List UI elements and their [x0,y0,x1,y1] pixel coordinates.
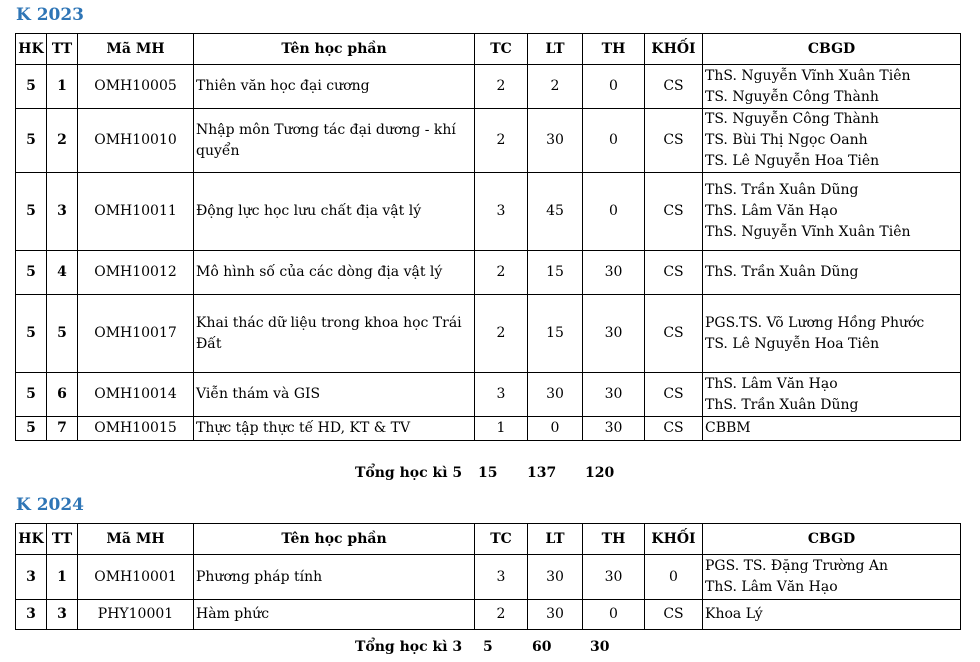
cell-ma-mh: OMH10011 [78,173,194,251]
table-body-k2024 [16,555,961,630]
header-ten-hoc-phan: Tên học phần [194,34,475,65]
table-row [16,373,961,417]
cell-cbgd-line: ThS. Trần Xuân Dũng [705,396,859,413]
cell-hk: 5 [16,65,47,109]
table-row [16,417,961,441]
cell-ten-hoc-phan-line: Phương pháp tính [196,568,323,585]
cell-tt: 6 [47,373,78,417]
cell-ten-hoc-phan [194,417,475,441]
header-tt: TT [47,524,78,555]
cell-ten-hoc-phan [194,251,475,295]
header-cbgd: CBGD [703,34,961,65]
header-ma-mh: Mã MH [78,34,194,65]
cell-tc: 2 [475,109,528,173]
total-lt: 137 [527,465,557,481]
cell-cbgd-line: CBBM [705,420,751,436]
cell-th: 30 [583,555,645,600]
cell-ma-mh: OMH10001 [78,555,194,600]
cell-khoi: CS [645,417,703,441]
cell-th: 30 [583,251,645,295]
cell-tc: 2 [475,600,528,630]
cell-lt: 2 [528,65,583,109]
cell-cbgd-line: ThS. Lâm Văn Hạo [705,375,838,392]
cell-cbgd-line: ThS. Trần Xuân Dũng [705,182,859,198]
cell-ten-hoc-phan-line: Khai thác dữ liệu trong khoa học Trái [196,314,462,331]
cell-cbgd-line: PGS.TS. Võ Lương Hồng Phước [705,314,925,331]
table-row [16,109,961,173]
cell-tt: 7 [47,417,78,441]
cell-tc: 2 [475,295,528,373]
cell-hk: 3 [16,555,47,600]
header-th: TH [583,34,645,65]
total-th: 120 [585,465,615,481]
cell-cbgd [703,109,961,173]
cell-th: 30 [583,295,645,373]
header-th: TH [583,524,645,555]
cell-hk: 5 [16,373,47,417]
cell-cbgd [703,295,961,373]
cell-th: 30 [583,417,645,441]
cell-tt: 1 [47,65,78,109]
cell-cbgd-line: PGS. TS. Đặng Trường An [705,558,889,574]
cell-ma-mh: OMH10005 [78,65,194,109]
cell-ten-hoc-phan-line: Viễn thám và GIS [196,386,321,402]
cell-tc: 2 [475,251,528,295]
cell-th: 0 [583,109,645,173]
cell-cbgd-line: TS. Nguyễn Công Thành [705,88,879,105]
cell-ten-hoc-phan-line: Thực tập thực tế HD, KT & TV [196,420,411,436]
total-lt: 60 [532,639,552,655]
cell-cbgd [703,65,961,109]
cell-tt: 1 [47,555,78,600]
total-row-k2024 [0,639,980,659]
cell-hk: 3 [16,600,47,630]
cell-cbgd-line: TS. Bùi Thị Ngọc Oanh [705,132,868,148]
cell-cbgd [703,417,961,441]
cell-ma-mh: OMH10010 [78,109,194,173]
cell-tc: 3 [475,555,528,600]
cell-th: 30 [583,373,645,417]
cell-ma-mh: OMH10012 [78,251,194,295]
header-ten-hoc-phan: Tên học phần [194,524,475,555]
cell-ten-hoc-phan [194,600,475,630]
cell-ten-hoc-phan-line: Động lực học lưu chất địa vật lý [196,203,422,219]
cell-cbgd [703,251,961,295]
table-row [16,600,961,630]
table-header-row [16,524,961,555]
header-tc: TC [475,524,528,555]
cell-hk: 5 [16,109,47,173]
course-table-k2023 [15,33,961,441]
total-tc: 15 [478,465,498,481]
cell-lt: 45 [528,173,583,251]
cell-khoi: CS [645,109,703,173]
cell-tc: 3 [475,173,528,251]
header-lt: LT [528,524,583,555]
section-title-k2023: K 2023 [16,5,85,25]
table-row [16,173,961,251]
header-tt: TT [47,34,78,65]
cell-th: 0 [583,600,645,630]
total-th: 30 [590,639,610,655]
cell-khoi: CS [645,251,703,295]
table-row [16,65,961,109]
cell-tt: 5 [47,295,78,373]
cell-ten-hoc-phan-line: Đất [196,335,222,352]
cell-tc: 2 [475,65,528,109]
cell-ten-hoc-phan [194,555,475,600]
cell-ma-mh: OMH10014 [78,373,194,417]
cell-ma-mh: PHY10001 [78,600,194,630]
cell-ma-mh: OMH10015 [78,417,194,441]
cell-cbgd [703,555,961,600]
total-label: Tổng học kì 3 [355,639,463,655]
table-row [16,295,961,373]
cell-lt: 30 [528,600,583,630]
cell-th: 0 [583,65,645,109]
cell-ten-hoc-phan-line: quyển [196,142,240,159]
section-title-k2024: K 2024 [16,495,85,515]
header-ma-mh: Mã MH [78,524,194,555]
cell-ten-hoc-phan [194,173,475,251]
cell-ten-hoc-phan [194,109,475,173]
cell-ten-hoc-phan-line: Nhập môn Tương tác đại dương - khí [196,121,456,138]
header-khoi: KHỐI [645,524,703,555]
cell-lt: 15 [528,295,583,373]
cell-cbgd-line: ThS. Lâm Văn Hạo [705,579,838,595]
cell-khoi: CS [645,65,703,109]
cell-cbgd [703,600,961,630]
cell-cbgd-line: Khoa Lý [705,606,763,622]
cell-cbgd-line: ThS. Lâm Văn Hạo [705,203,838,219]
cell-ten-hoc-phan [194,373,475,417]
cell-ten-hoc-phan-line: Thiên văn học đại cương [196,78,370,94]
cell-tt: 3 [47,173,78,251]
cell-ten-hoc-phan [194,295,475,373]
cell-tt: 2 [47,109,78,173]
table-header-row [16,34,961,65]
header-hk: HK [16,34,47,65]
cell-khoi: CS [645,295,703,373]
cell-th: 0 [583,173,645,251]
table-row [16,555,961,600]
cell-lt: 0 [528,417,583,441]
total-row-k2023 [0,465,980,485]
cell-lt: 30 [528,109,583,173]
cell-cbgd-line: ThS. Nguyễn Vĩnh Xuân Tiên [705,224,911,240]
total-label: Tổng học kì 5 [355,465,463,481]
cell-lt: 30 [528,373,583,417]
cell-cbgd-line: TS. Lê Nguyễn Hoa Tiên [705,153,880,169]
header-cbgd: CBGD [703,524,961,555]
header-lt: LT [528,34,583,65]
cell-khoi: CS [645,173,703,251]
header-hk: HK [16,524,47,555]
cell-hk: 5 [16,173,47,251]
table-row [16,251,961,295]
cell-cbgd-line: TS. Lê Nguyễn Hoa Tiên [705,335,880,352]
cell-khoi: 0 [645,555,703,600]
cell-hk: 5 [16,295,47,373]
cell-hk: 5 [16,251,47,295]
course-table-k2024 [15,523,961,630]
cell-lt: 30 [528,555,583,600]
cell-khoi: CS [645,600,703,630]
header-tc: TC [475,34,528,65]
cell-tc: 1 [475,417,528,441]
cell-hk: 5 [16,417,47,441]
table-body-k2023 [16,65,961,441]
cell-ten-hoc-phan-line: Hàm phức [196,606,270,622]
cell-cbgd [703,173,961,251]
cell-cbgd-line: TS. Nguyễn Công Thành [705,111,879,127]
cell-ma-mh: OMH10017 [78,295,194,373]
header-khoi: KHỐI [645,34,703,65]
cell-cbgd [703,373,961,417]
cell-tc: 3 [475,373,528,417]
cell-cbgd-line: ThS. Trần Xuân Dũng [705,264,859,280]
cell-tt: 4 [47,251,78,295]
cell-cbgd-line: ThS. Nguyễn Vĩnh Xuân Tiên [705,67,911,84]
total-tc: 5 [483,639,493,655]
cell-ten-hoc-phan-line: Mô hình số của các dòng địa vật lý [196,264,443,280]
cell-tt: 3 [47,600,78,630]
cell-lt: 15 [528,251,583,295]
cell-ten-hoc-phan [194,65,475,109]
cell-khoi: CS [645,373,703,417]
